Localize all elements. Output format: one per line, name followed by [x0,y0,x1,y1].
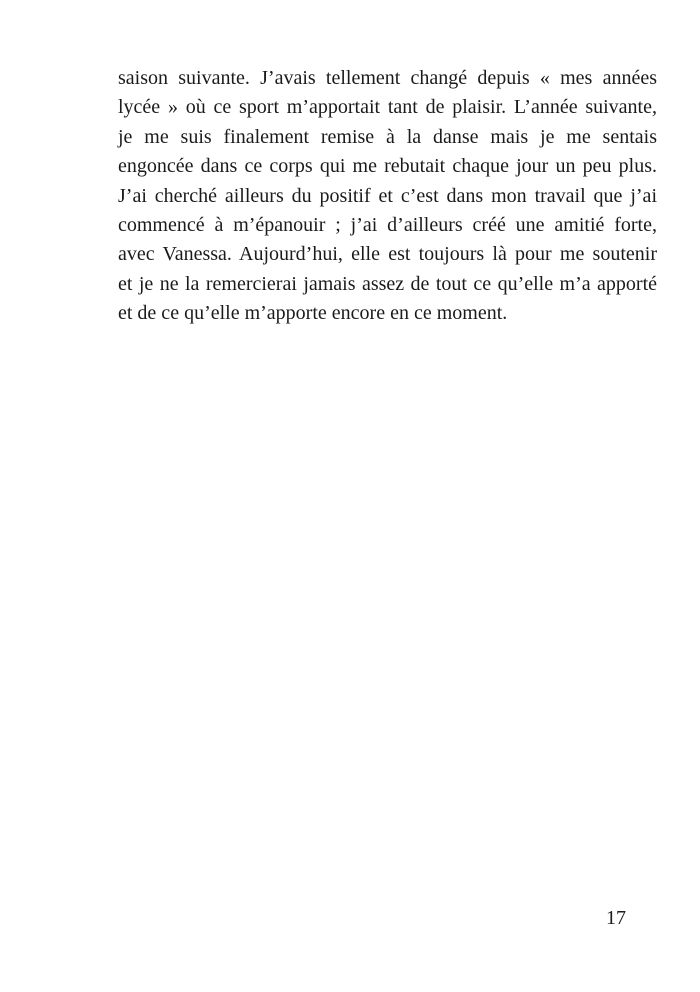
body-text-line: et de ce qu’elle m’apporte encore en ce moment. [118,302,508,325]
body-text-line: lycée » où ce sport m’apportait tant de plaisir. L’année suivante, [118,96,657,119]
body-paragraph [118,64,657,329]
body-text-line: saison suivante. J’avais tellement changé depuis « mes années [118,67,657,89]
body-text-line: je me suis finalement remise à la danse mais je me sentais [118,125,657,148]
body-text-line: J’ai cherché ailleurs du positif et c’est dans mon travail que j’ai [118,184,657,207]
body-text-line: et je ne la remercierai jamais assez de tout ce qu’elle m’a apporté [118,272,657,295]
body-text-line: avec Vanessa. Aujourd’hui, elle est toujours là pour me soutenir [118,243,657,266]
body-text-line: commencé à m’épanouir ; j’ai d’ailleurs créé une amitié forte, [118,214,657,237]
page-number: 17 [606,907,626,929]
body-text-line: engoncée dans ce corps qui me rebutait chaque jour un peu plus. [118,155,657,178]
